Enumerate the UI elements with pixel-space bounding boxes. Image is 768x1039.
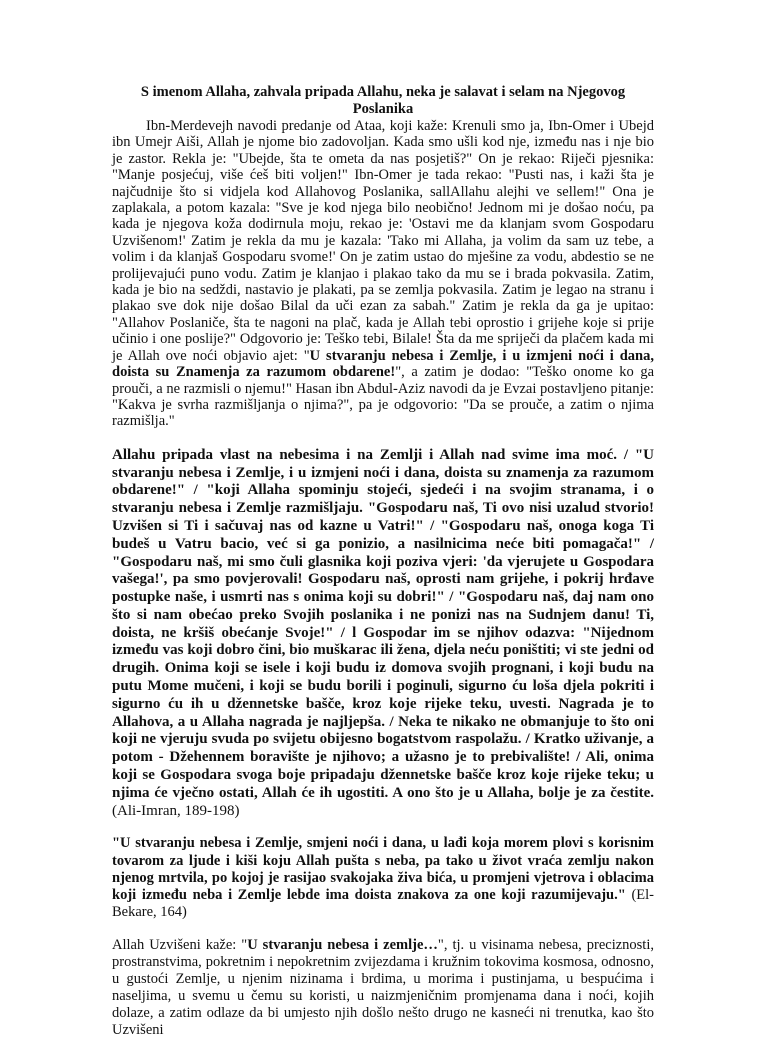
ayah-block-ali-imran xyxy=(112,447,654,821)
narrative-text-continued: ", a zatim je dodao: "Teško onome ko ga prouči, a ne razmisli o njemu!" Hasan ibn Abdul-Aziz navodi da je Evzai postavljeno pitanje: "Kakva je svrha razmišljanja o njima?", pa je odgovorio: "Da se prouče, a zatim o njima razmišlja." xyxy=(112,364,655,430)
document-page xyxy=(112,84,654,1039)
ayah-reference: (El-Bekare, 164) xyxy=(112,887,654,921)
ayah-text: Allahu pripada vlast na nebesima i na Zemlji i Allah nad svime ima moć. / "U stvaranju nebesa i Zemlje, i u izmjeni noći i dana, doista su znamenja za razumom obdarene!" / "koji Allaha spominju stojeći, sjedeći i na svojim stranama, i o stvaranju nebesa i Zemlje razmišljaju. "Gospodaru naš, Ti ovo nisi uzalud stvorio! Uzvišen si Ti i sačuvaj nas od kazne u Vatri!" / "Gospodaru naš, onoga koga Ti budeš u Vatru bacio, već si ga ponizio, a nasilnicima neće biti pomagača!" / "Gospodaru naš, mi smo čuli glasnika koji poziva vjeri: 'da vjerujete u Gospodara vašega!', pa smo povjerovali! Gospodaru naš, oprosti nam grijehe, i pokrij hrđave postupke naše, i usmrti nas s onima koji su dobri!" / "Gospodaru naš, daj nam ono što si nam obećao preko Svojih poslanika i ne ponizi nas na Sudnjem danu! Ti, doista, ne kršiš obećanje Svoje!" / l Gospodar im se njihov odazva: "Nijednom između vas koji dobro čini, bio muškarac ili žena, djela neću poništiti; vi ste jedni od drugih. Onima koji se isele i koji budu iz domova svojih prognani, i koji budu na putu Mome mučeni, i koji se budu borili i poginuli, sigurno ću loša djela pokriti i sigurno ću ih u džennetske bašče, kroz koje rijeke teku, uvesti. Nagrada je to Allahova, a u Allaha nagrada je najljepša. / Neka te nikako ne obmanjuje to što oni koji ne vjeruju svuda po svijetu obijesno bogatstvom raspolažu. / Kratko uživanje, a potom - Džehennem boravište je njihovo; a užasno je to prebivalište! / Ali, onima koji se Gospodara svoga boje pripadaju džennetske bašče kroz koje rijeke teku; u njima će vječno ostati, Allah će ih ugostiti. A ono što je u Allaha, bolje je za čestite. xyxy=(112,446,654,801)
commentary-text: ", tj. u visinama nebesa, preciznosti, prostranstvima, pokretnim i nepokretnim zvijezdama i kružnim tokovima kosmosa, odnosno, u gustoći Zemlje, u njenim nizinama i brdima, u morima i pustinjama, u bespućima i naseljima, u svemu u čemu su koristi, u naizmjeničnim promjenama dana i noći, kojih dolaze, a zatim odlaze da bi umjesto njih došlo nešto drugo ne kasneći ni trenutka, kao što Uzvišeni xyxy=(112,937,654,1039)
ayah-block-el-bekare xyxy=(112,835,654,921)
quoted-ayah: U stvaranju nebesa i zemlje… xyxy=(247,937,438,954)
quoted-ayah: U stvaranju nebesa i Zemlje, i u izmjeni noći i dana, doista su Znamenja za razumom obdarene! xyxy=(112,347,654,381)
ayah-text: "U stvaranju nebesa i Zemlje, smjeni noći i dana, u lađi koja morem plovi s korisnim tovarom za ljude i kiši koju Allah pušta s neba, pa tako u život vraća zemlju nakon njenog mrtvila, po kojoj je rasijao svakojaka živa bića, u promjeni vjetrova i oblacima koji između neba i Zemlje lebde ima doista znakova za one koji razumijevaju." xyxy=(112,835,654,904)
commentary-intro: Allah Uzvišeni kaže: " xyxy=(112,937,248,954)
narrative-paragraph xyxy=(112,118,654,430)
document-title: S imenom Allaha, zahvala pripada Allahu, neka je salavat i selam na Njegovog Poslanika xyxy=(140,84,626,117)
narrative-text: Ibn-Merdevejh navodi predanje od Ataa, koji kaže: Krenuli smo ja, Ibn-Omer i Ubejd ibn Umejr Aiši, Allah je njome bio zadovoljan. Kada smo ušli kod nje, između nas i nje bio je zastor. Rekla je: "Ubejde, šta te ometa da nas posjetiš?" On je rekao: Riječi pjesnika: "Manje posjećuj, više ćeš biti voljen!" Ibn-Omer je tada rekao: "Pusti nas, i kaži šta je najčudnije što si vidjela kod Allahovog Poslanika, sallAllahu alejhi ve sellem!" Ona je zaplakala, a potom kazala: "Sve je kod njega bilo neobično! Jednom mi je došao noću, pa kada je njegova koža dodirnula moju, rekao je: 'Ostavi me da klanjam svom Gospodaru Uzvišenom!' Zatim je rekla da mu je kazala: 'Tako mi Allaha, ja volim da sam uz tebe, a volim i da klanjaš Gospodaru svome!' On je zatim ustao do mješine za vodu, abdestio se ne prolijevajući puno vodu. Zatim je klanjao i plakao tako da mu se i brada pokvasila. Zatim, kada je bio na sedždi, nastavio je plakati, pa se zemlja pokvasila. Zatim je legao na stranu i plakao sve dok nije došao Bilal da uči ezan za sabah." Zatim je rekla da ga je upitao: "Allahov Poslaniče, šta te nagoni na plač, kada je Allah tebi oprostio i grijehe koje si prije učinio i one poslije?" Odgovorio je: Teško tebi, Bilale! Šta da me spriječi da plačem kada mi je Allah ove noći objavio ajet: " xyxy=(112,118,654,364)
ayah-reference: (Ali-Imran, 189-198) xyxy=(112,802,240,819)
